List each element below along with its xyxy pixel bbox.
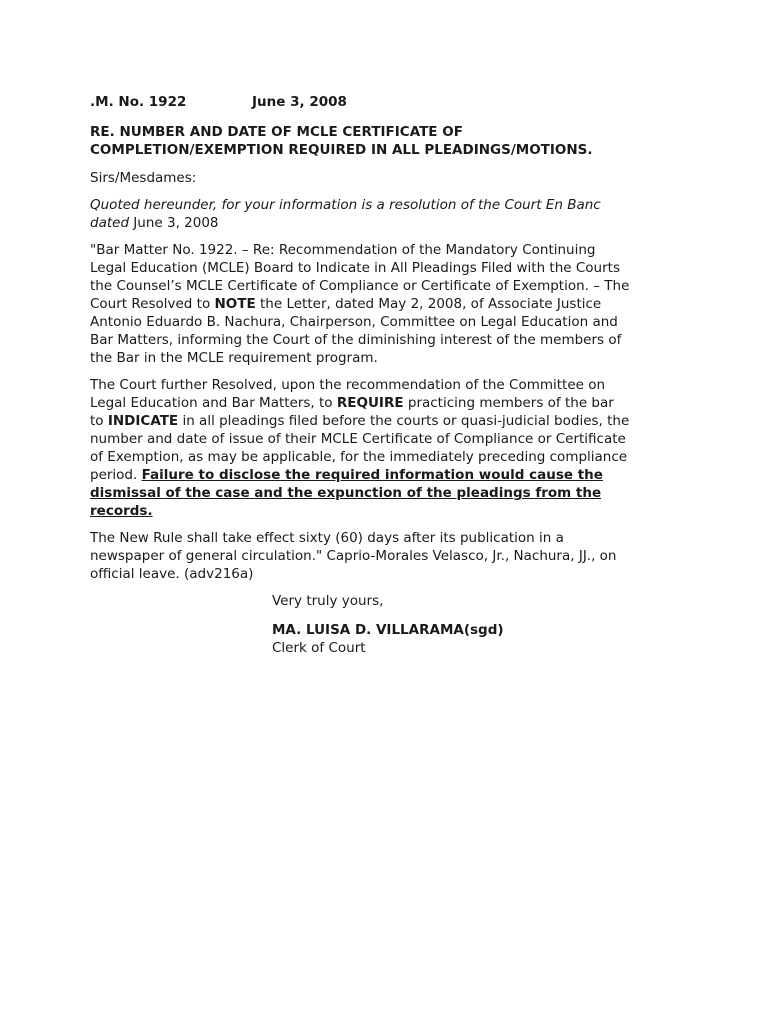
paragraph-bar-matter-text: "Bar Matter No. 1922. – Re: Recommendation of the Mandatory Continuing Legal Education (MCLE) Board to Indicate in All Pleadings Filed with the Courts the Counsel’s MCLE Certificate of Compliance or Certificate of Exemption. – The Court Resolved to [90,242,630,312]
signatory-name: MA. LUISA D. VILLARAMA(sgd) [272,622,504,638]
paragraph-requirement [90,376,630,520]
paragraph-requirement-text: The Court further Resolved, upon the recommendation of the Committee on Legal Education and Bar Matters, to [90,377,606,411]
intro-date: June 3, 2008 [129,215,219,231]
subject-line-1: RE. NUMBER AND DATE OF MCLE CERTIFICATE OF [90,124,463,140]
require-emphasis: REQUIRE [336,395,404,411]
paragraph-requirement-text-2: practicing members of the bar to [90,395,614,429]
signature-block [272,592,630,657]
paragraph-requirement-text-3: in all pleadings filed before the courts or quasi-judicial bodies, the number and date of issue of their MCLE Certificate of Compliance or Certificate of Exemption, as may be applicable, for the immediately preceding compliance period. [90,413,630,483]
subject-line-2: COMPLETION/EXEMPTION REQUIRED IN ALL PLEADINGS/MOTIONS. [90,142,593,158]
note-emphasis: NOTE [214,296,256,312]
bar-matter-number: .M. No. 1922 [90,94,187,110]
intro-text: Quoted hereunder, for your information is a resolution of the Court En Banc dated [90,197,601,231]
resolution-heading [90,93,630,111]
indicate-emphasis: INDICATE [107,413,179,429]
paragraph-bar-matter-text-cont: the Letter, dated May 2, 2008, of Associate Justice Antonio Eduardo B. Nachura, Chairperson, Committee on Legal Education and Bar Matters, informing the Court of the diminishing interest of the members of the Bar in the MCLE requirement program. [90,296,622,366]
dismissal-warning: Failure to disclose the required information would cause the dismissal of the case and the expunction of the pleadings from the records. [90,467,603,519]
subject-heading [90,123,630,159]
paragraph-effectivity: The New Rule shall take effect sixty (60) days after its publication in a newspaper of general circulation." Caprio-Morales Velasco, Jr., Nachura, JJ., on official leave. (adv216a) [90,530,617,582]
paragraph-bar-matter [90,241,630,367]
closing-salutation: Very truly yours, [272,593,384,609]
salutation: Sirs/Mesdames: [90,170,197,186]
letter-body [90,93,630,657]
resolution-date: June 3, 2008 [252,94,347,110]
intro-paragraph [90,196,630,232]
signatory-title: Clerk of Court [272,640,366,656]
